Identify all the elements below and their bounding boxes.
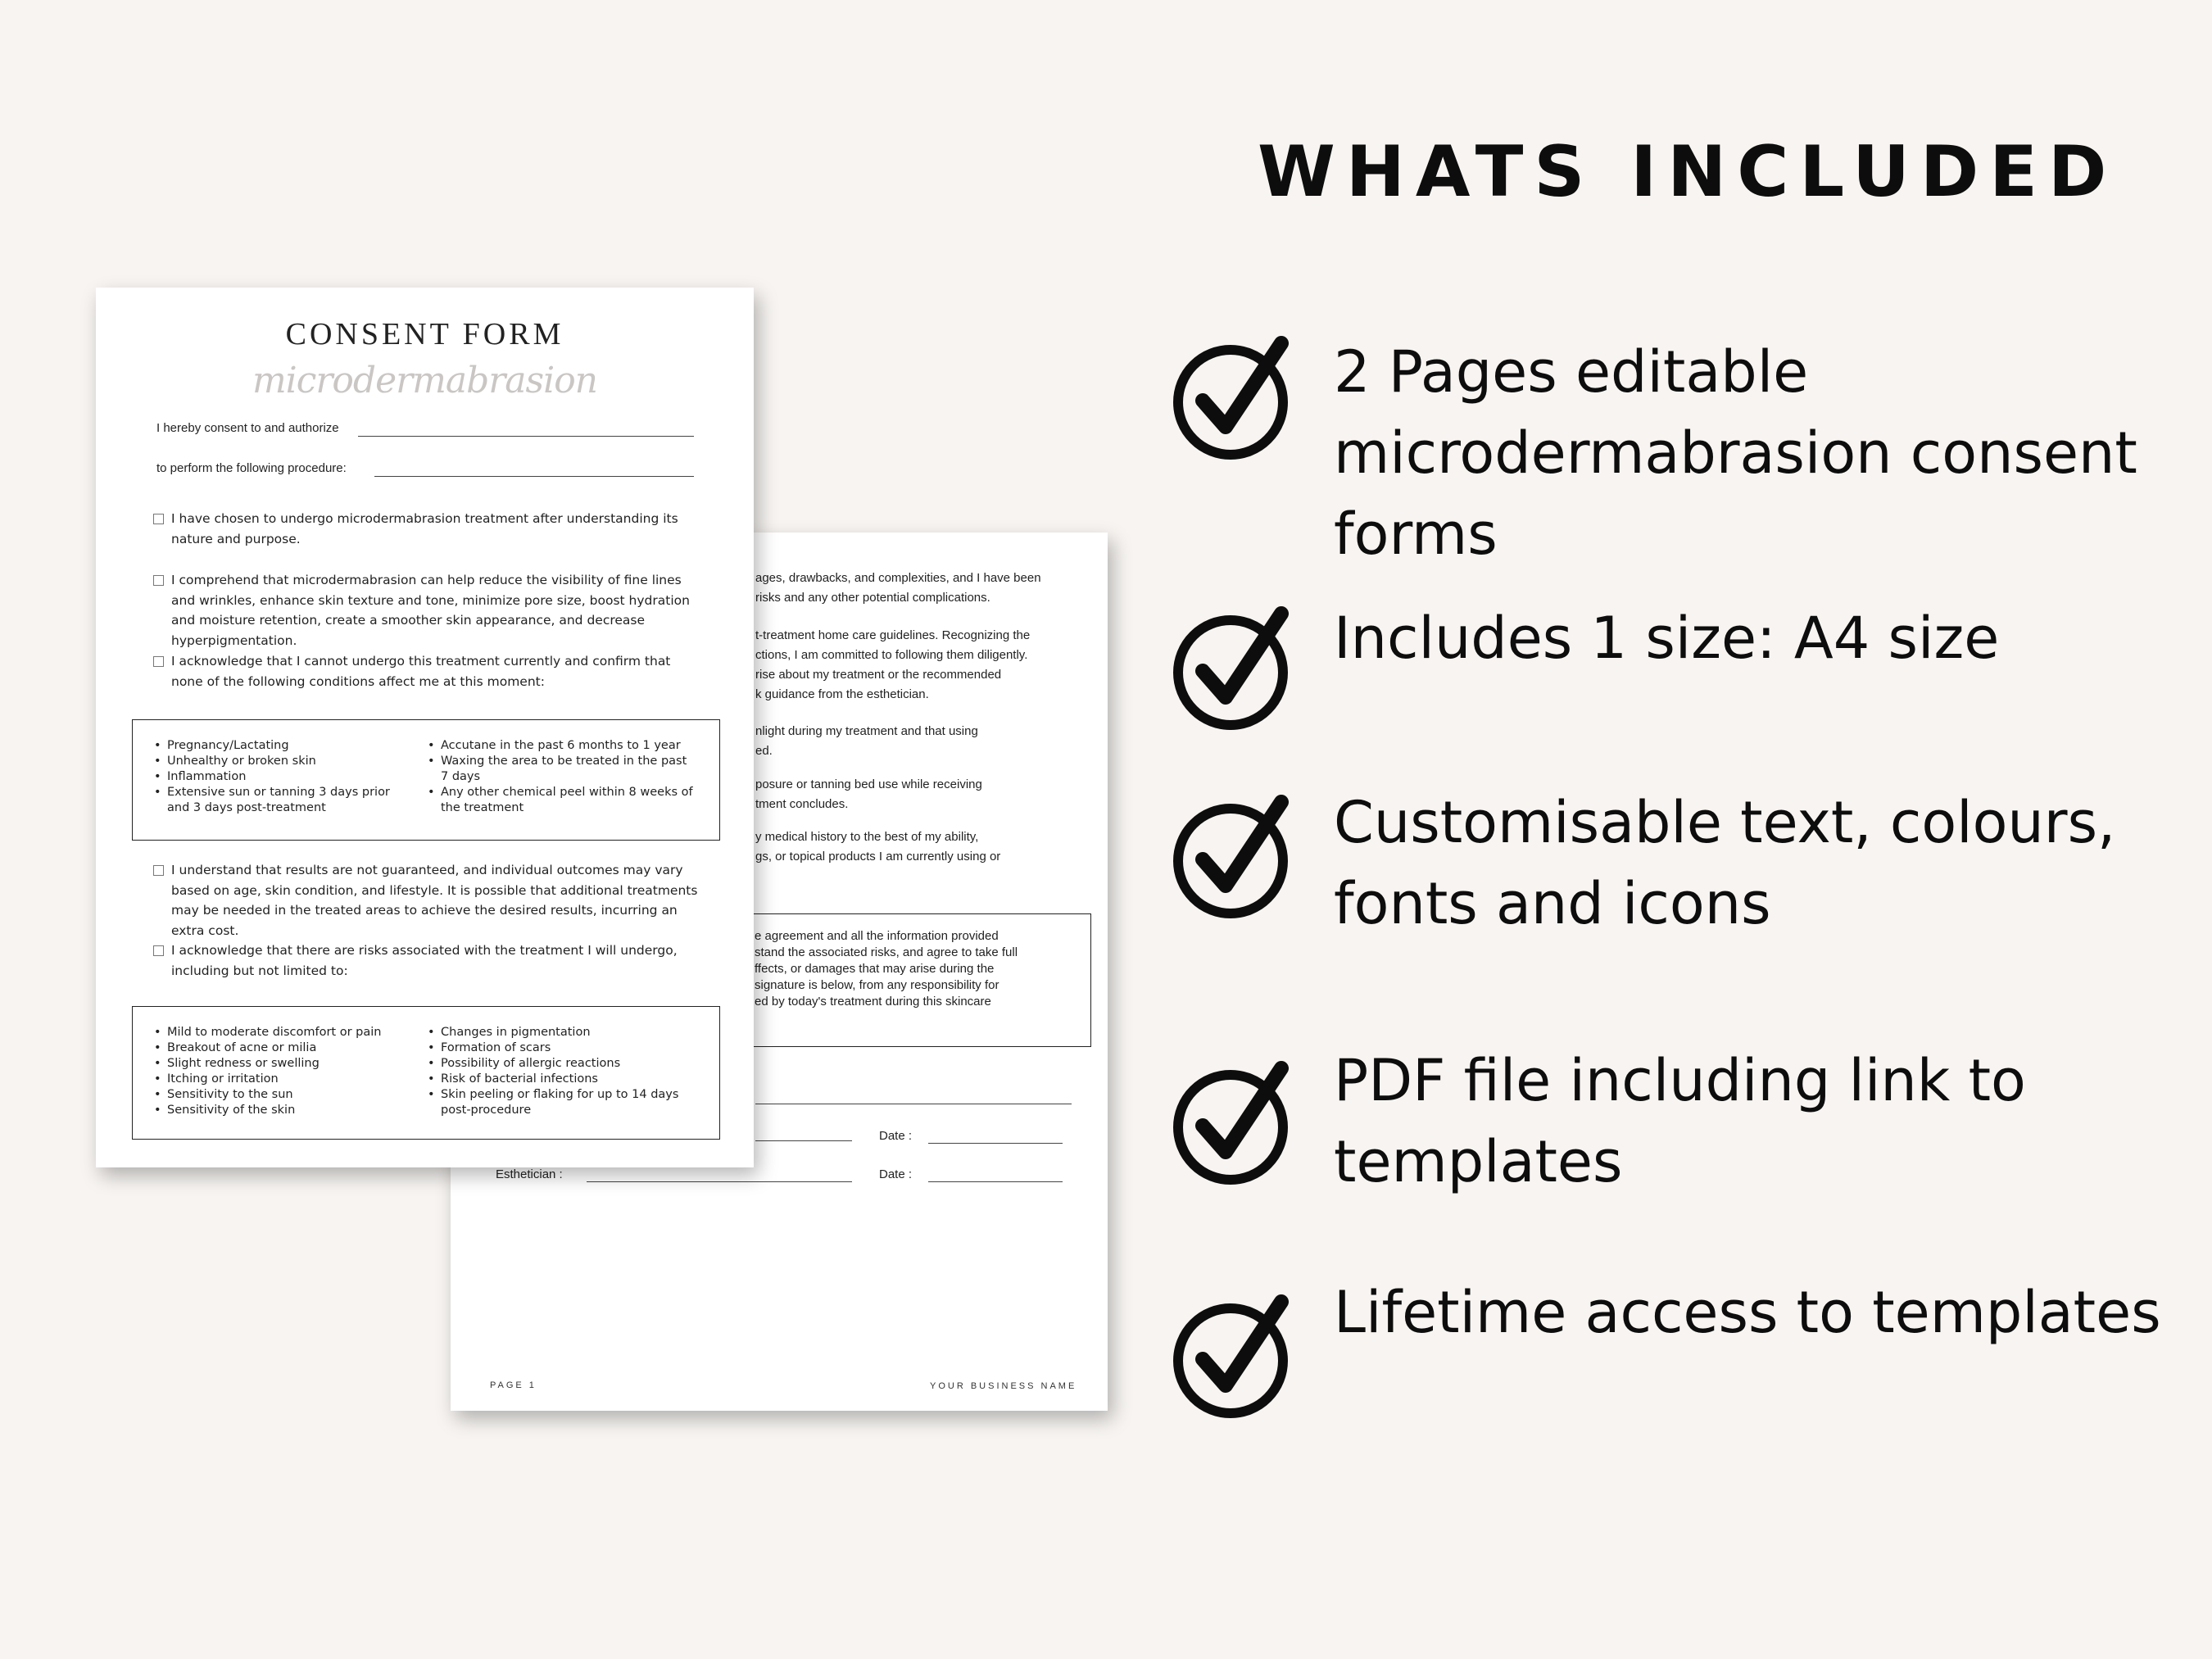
agreement-line: ed by today's treatment during this skincare	[755, 995, 991, 1009]
list-item: • Sensitivity of the skin	[151, 1103, 413, 1118]
list-item: • Risk of bacterial infections	[424, 1072, 695, 1087]
date-line[interactable]	[928, 1143, 1063, 1144]
risks-list-right	[424, 1025, 695, 1118]
feature-text: Lifetime access to templates	[1334, 1279, 2161, 1346]
form-subtitle-script: microdermabrasion	[252, 360, 598, 401]
consent-checkbox[interactable]	[153, 514, 164, 524]
page-number: PAGE 1	[490, 1380, 537, 1390]
list-item: • Pregnancy/Lactating	[151, 738, 413, 754]
list-item: • Mild to moderate discomfort or pain	[151, 1025, 413, 1040]
checkmark-circle-icon	[1170, 602, 1301, 733]
whats-included-heading: WHATS INCLUDED	[1258, 131, 2118, 213]
list-item: • Itching or irritation	[151, 1072, 413, 1087]
list-item: • Possibility of allergic reactions	[424, 1056, 695, 1072]
consent-checkbox[interactable]	[153, 945, 164, 956]
back-text-line: risks and any other potential complications.	[755, 591, 990, 605]
feature-text: PDF file including link to templates	[1334, 1047, 2026, 1195]
checkmark-circle-icon	[1170, 1290, 1301, 1421]
back-text-line: y medical history to the best of my ability,	[755, 830, 979, 844]
list-item: • Any other chemical peel within 8 weeks of the treatment	[424, 785, 695, 816]
agreement-line: stand the associated risks, and agree to take full	[755, 945, 1018, 959]
consent-item: I understand that results are not guaranteed, and individual outcomes may vary based on age, skin condition, and lifestyle. It is possible that additional treatments may be needed in the treated areas to achieve the desired results, incurring an extra cost.	[171, 863, 698, 938]
consent-item: I acknowledge that I cannot undergo this treatment currently and confirm that none of the following conditions affect me at this moment:	[171, 654, 671, 689]
consent-label: I hereby consent to and authorize	[156, 421, 339, 435]
back-text-line: posure or tanning bed use while receiving	[755, 777, 982, 791]
procedure-label: to perform the following procedure:	[156, 461, 347, 475]
back-text-line: nlight during my treatment and that using	[755, 724, 978, 738]
list-item: • Extensive sun or tanning 3 days prior and 3 days post-treatment	[151, 785, 413, 816]
agreement-line: e agreement and all the information provided	[755, 929, 999, 943]
list-item: • Waxing the area to be treated in the past 7 days	[424, 754, 695, 785]
agreement-box	[729, 913, 1091, 1047]
checkmark-circle-icon	[1170, 1057, 1301, 1188]
esthetician-label: Esthetician :	[496, 1167, 563, 1181]
consent-item: I acknowledge that there are risks associated with the treatment I will undergo, including but not limited to:	[171, 943, 678, 978]
list-item: • Inflammation	[151, 769, 413, 785]
risks-list-left	[151, 1025, 413, 1118]
feature-text: 2 Pages editable microdermabrasion consent forms	[1334, 338, 2137, 568]
list-item: • Formation of scars	[424, 1040, 695, 1056]
back-text-line: ed.	[755, 744, 773, 758]
back-text-line: rise about my treatment or the recommended	[755, 668, 1002, 682]
feature-text: Customisable text, colours, fonts and icons	[1334, 789, 2116, 937]
consent-checkbox[interactable]	[153, 865, 164, 876]
list-item: • Slight redness or swelling	[151, 1056, 413, 1072]
form-title: CONSENT FORM	[285, 317, 564, 351]
checkmark-circle-icon	[1170, 791, 1301, 922]
client-signature-line[interactable]	[755, 1140, 852, 1141]
conditions-box	[132, 719, 720, 841]
list-item: • Skin peeling or flaking for up to 14 days post-procedure	[424, 1087, 695, 1118]
date-line[interactable]	[928, 1181, 1063, 1182]
back-text-line: tment concludes.	[755, 797, 849, 811]
consent-item: I comprehend that microdermabrasion can help reduce the visibility of fine lines and wrinkles, enhance skin texture and tone, minimize pore size, boost hydration and moisture retention, create a smoother skin appearance, and decrease hyperpigmentation.	[171, 573, 690, 648]
list-item: • Sensitivity to the sun	[151, 1087, 413, 1103]
business-name: YOUR BUSINESS NAME	[930, 1381, 1077, 1391]
back-text-line: ctions, I am committed to following them diligently.	[755, 648, 1028, 662]
front-form-page	[96, 288, 754, 1167]
risks-box	[132, 1006, 720, 1140]
list-item: • Breakout of acne or milia	[151, 1040, 413, 1056]
consent-checkbox[interactable]	[153, 575, 164, 586]
list-item: • Accutane in the past 6 months to 1 year	[424, 738, 695, 754]
checkmark-circle-icon	[1170, 332, 1301, 463]
feature-text: Includes 1 size: A4 size	[1334, 605, 2000, 672]
consent-checkbox[interactable]	[153, 656, 164, 667]
procedure-line[interactable]	[374, 476, 694, 477]
consent-item: I have chosen to undergo microdermabrasion treatment after understanding its nature and purpose.	[171, 511, 678, 546]
conditions-list-right	[424, 738, 695, 816]
back-text-line: ages, drawbacks, and complexities, and I have been	[755, 571, 1041, 585]
conditions-list-left	[151, 738, 413, 816]
authorize-name-line[interactable]	[358, 436, 694, 437]
back-text-line: gs, or topical products I am currently using or	[755, 850, 1001, 863]
date-label: Date :	[879, 1129, 913, 1143]
list-item: • Unhealthy or broken skin	[151, 754, 413, 769]
back-text-line: t-treatment home care guidelines. Recognizing the	[755, 628, 1031, 642]
list-item: • Changes in pigmentation	[424, 1025, 695, 1040]
esthetician-signature-line[interactable]	[587, 1181, 852, 1182]
agreement-line: ffects, or damages that may arise during the	[755, 962, 995, 976]
back-text-line: k guidance from the esthetician.	[755, 687, 929, 701]
agreement-line: signature is below, from any responsibility for	[755, 978, 999, 992]
date-label: Date :	[879, 1167, 913, 1181]
